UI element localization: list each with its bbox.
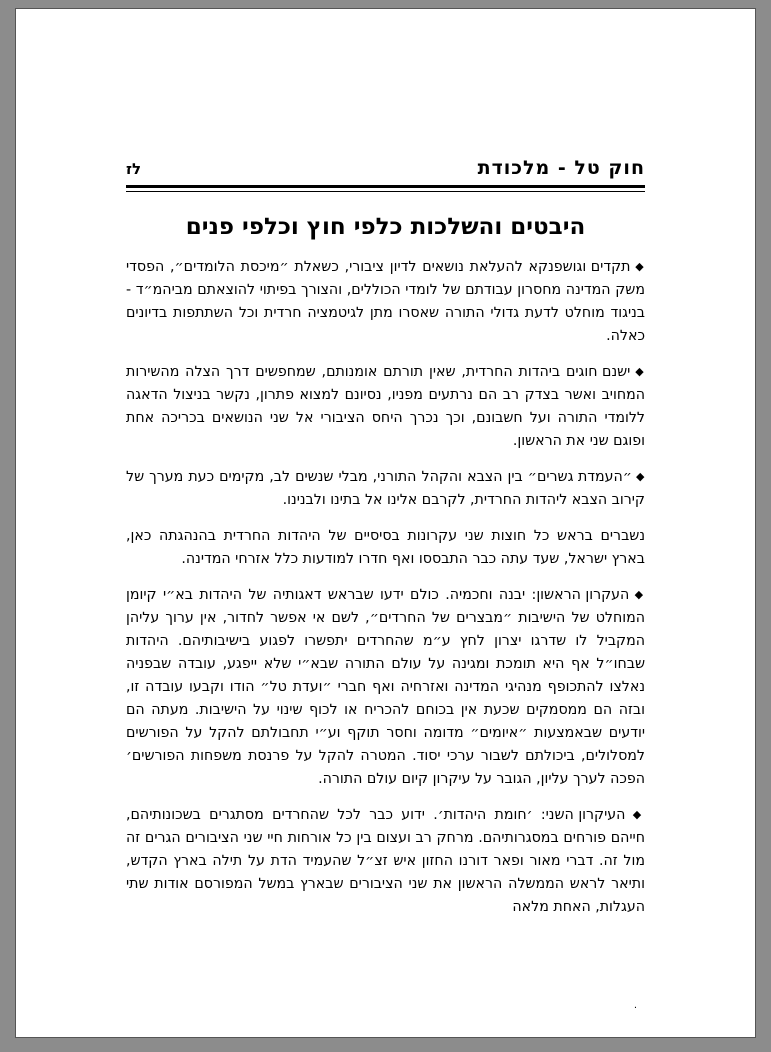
paragraph: ◆ העקרון הראשון: יבנה וחכמיה. כולם ידעו שבראש דאגותיה של היהדות בא״י קיומן המוחלט של הישיבות ״מבצרים של החרדים״, לשם אי אפשר לחדור, אין ערוך עליהן המקביל לו שדרגו יצרון לחץ ע״מ שהחרדים יתפשרו לפגוע בישיבותיהם. היהדות שבחו״ל אף היא תומכת ומגינה על עולם התורה שבא״י שלא ייפגע, עובדה שבפניה נאלצו להתכופף מנהיגי המדינה ואזרחיה ואף חברי ״ועדת טל״ הודו וקבעו עובדה זו, ובזה הם ממסמקים שכעת אין בכוחם להכריח או לכוף שינוי על הישיבות. מעתה הם יודעים שבאמצעות ״איומים״ מדומה וחסר תוקף וע״י תחבולתם להקל על הפורשים למסלולים, ביכולתם לשבור ערכי יסוד. המטרה להקל על פרנסת משפחות הפורשים׳ הפכה לערך עליון, הגובר על עיקרון קיום עולם התורה. bbox=[126, 584, 645, 791]
document-page bbox=[15, 8, 756, 1038]
paragraph: ◆ תקדים וגושפנקא להעלאת נושאים לדיון ציבורי, כשאלת ״מיכסת הלומדים״, הפסדי משק המדינה מחסרון עבודתם של לומדי הכוללים, והצורך בפיתוי להוצאתם מביהמ״ד - בניגוד מוחלט לדעת גדולי התורה שאסרו מתן לגיטמציה חרדית וכל השתתפות בדיונים כאלה. bbox=[126, 256, 645, 348]
article-body bbox=[126, 214, 645, 919]
page-number: לז bbox=[126, 160, 142, 178]
running-head bbox=[126, 157, 645, 183]
paragraph: נשברים בראש כל חוצות שני עקרונות בסיסיים של היהדות החרדית בהנהגתה כאן, בארץ ישראל, שעד עתה כבר התבססו ואף חדרו למודעות כלל אזרחי המדינה. bbox=[126, 527, 645, 567]
running-head-title: חוק טל - מלכודת bbox=[477, 157, 645, 179]
header-divider bbox=[126, 185, 645, 192]
page-title: היבטים והשלכות כלפי חוץ וכלפי פנים bbox=[185, 214, 586, 240]
paragraph: ◆ ישנם חוגים ביהדות החרדית, שאין תורתם אומנותם, שמחפשים דרך הצלה מהשירות המחויב ואשר בצדק רב הם נרתעים מפניו, נסיונם למצוא פתרון, נקשר בניצול הדאגה ללומדי התורה ועל חשבונם, וכך נכרך היחס הציבורי אל שני הנושאים בכריכה אחת ופוגם שני את הראשון. bbox=[126, 361, 645, 453]
page-footer-mark: . bbox=[633, 1000, 637, 1011]
paragraph: ◆ ״העמדת גשרים״ בין הצבא והקהל התורני, מבלי שנשים לב, מקימים כעת מערך של קירוב הצבא ליהדות החרדית, לקרבם אלינו אל בתינו ולבנינו. bbox=[126, 466, 645, 512]
page-content-area bbox=[126, 157, 645, 997]
paragraph: ◆ העיקרון השני: ׳חומת היהדות׳. ידוע כבר לכל שהחרדים מסתגרים בשכונותיהם, חייהם פורחים במסגרותיהם. מרחק רב ועצום בין כל אורחות חיי שני הציבורים הגרים זה מול זה. דברי מאור ופאר דורנו החזון איש זצ״ל שהעמיד הדת על תילה בארץ הקדש, ותיאר לראש הממשלה הראשון את שני הציבורים שבארץ במשל המפורסם אודות שתי העגלות, האחת מלאה bbox=[126, 804, 645, 919]
